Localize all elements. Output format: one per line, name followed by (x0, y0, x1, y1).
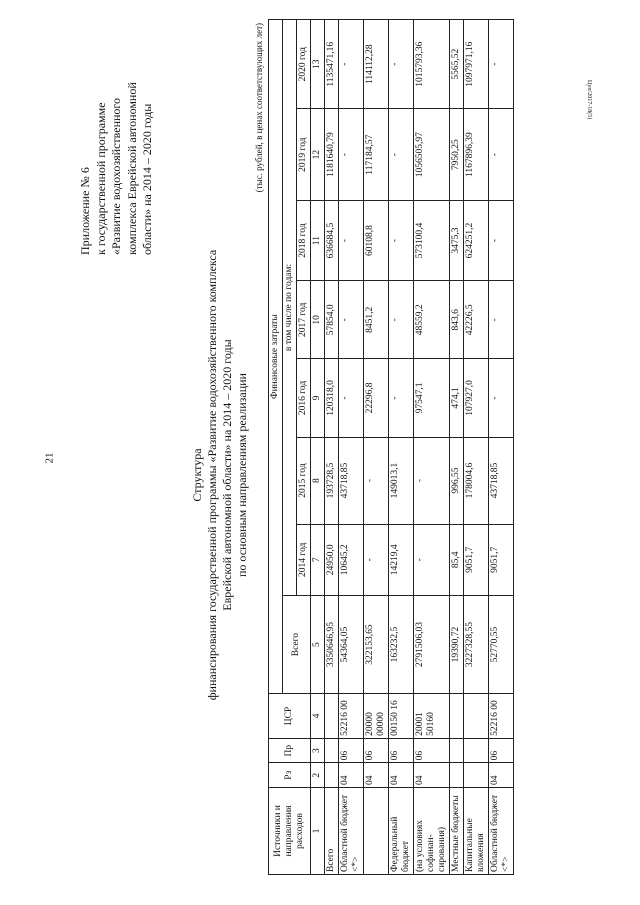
table-cell: - (364, 524, 389, 595)
table-cell: 20001 50160 (414, 694, 450, 739)
table-cell: - (489, 20, 514, 109)
table-cell: 57854,0 (325, 281, 339, 359)
header-pr: Пр (269, 738, 311, 763)
table-cell: - (489, 200, 514, 280)
header-by-years: в том числе по годам: (283, 20, 297, 596)
table-cell: 4 (311, 694, 325, 739)
units-note: (тыс. рублей, в ценах соответствующих лет) (254, 23, 264, 193)
document-code: Цуп/2017-18(5) (586, 80, 592, 120)
table-cell: 11 (311, 200, 325, 280)
table-cell: Местные бюджеты (450, 787, 464, 874)
header-rz: Рз (269, 763, 311, 788)
table-cell: - (339, 281, 364, 359)
table-cell: 9051,7 (464, 524, 489, 595)
table-cell: 149013,1 (389, 437, 414, 524)
table-cell: 22296,8 (364, 359, 389, 437)
document-title (190, 195, 250, 755)
table-cell: 00150 16 (389, 694, 414, 739)
table-cell: Всего (325, 787, 339, 874)
table-row (389, 20, 414, 875)
table-cell: - (489, 281, 514, 359)
appendix-line: комплекса Еврейской автономной (124, 82, 139, 255)
table-cell: 636684,5 (325, 200, 339, 280)
header-source: Источники и направления расходов (269, 787, 311, 874)
table-cell: 8 (311, 437, 325, 524)
table-cell: - (489, 359, 514, 437)
table-cell: 996,55 (450, 437, 464, 524)
table-cell: 114112,28 (364, 20, 389, 109)
table-cell: 117184,57 (364, 109, 389, 201)
table-cell: 13 (311, 20, 325, 109)
table-row (325, 20, 339, 875)
title-line: Структура (190, 448, 204, 502)
table-cell: 97547,1 (414, 359, 450, 437)
table-cell: 1 (311, 787, 325, 874)
table-cell: 573100,4 (414, 200, 450, 280)
table-cell (325, 763, 339, 788)
table-cell (464, 694, 489, 739)
table-cell: Федеральный бюджет (389, 787, 414, 874)
table-cell: 7 (311, 524, 325, 595)
table-cell: 48559,2 (414, 281, 450, 359)
header-year: 2019 год (297, 109, 311, 201)
table-cell: - (414, 524, 450, 595)
table-cell (464, 763, 489, 788)
table-cell: 06 (389, 738, 414, 763)
header-total: Всего (283, 596, 311, 694)
table-cell: - (389, 20, 414, 109)
table-cell: 04 (414, 763, 450, 788)
table-cell: 06 (489, 738, 514, 763)
table-row (489, 20, 514, 875)
table-cell: 2791506,03 (414, 596, 450, 694)
table-cell: - (414, 437, 450, 524)
table-cell: - (389, 359, 414, 437)
table-cell (450, 738, 464, 763)
table-cell: 1097971,16 (464, 20, 489, 109)
table-cell: 24950,0 (325, 524, 339, 595)
table-cell (450, 694, 464, 739)
header-year: 2017 год (297, 281, 311, 359)
header-year: 2018 год (297, 200, 311, 280)
appendix-line: области» на 2014 – 2020 годы (140, 103, 154, 255)
page-number: 21 (43, 452, 56, 464)
header-year: 2015 год (297, 437, 311, 524)
table-cell: 06 (339, 738, 364, 763)
table-cell (325, 694, 339, 739)
table-cell: 3475,3 (450, 200, 464, 280)
table-cell: 1056505,97 (414, 109, 450, 201)
table-cell: 60108,8 (364, 200, 389, 280)
header-year: 2014 год (297, 524, 311, 595)
financing-table (268, 19, 514, 875)
table-cell: - (339, 359, 364, 437)
table-cell: (на условиях софинан-сирования) (414, 787, 450, 874)
table-cell: 04 (364, 763, 389, 788)
table-cell: 9051,7 (489, 524, 514, 595)
table-cell: - (489, 109, 514, 201)
table-cell: 163232,5 (389, 596, 414, 694)
table-cell: - (389, 200, 414, 280)
table-cell: 06 (414, 738, 450, 763)
appendix-line: «Развитие водохозяйственного (109, 97, 123, 255)
column-index-row (311, 20, 325, 875)
table-cell: 3 (311, 738, 325, 763)
table-cell: 54364,05 (339, 596, 364, 694)
table-cell: 85,4 (450, 524, 464, 595)
title-line: Еврейской автономной области» на 2014 – 2020 годы (220, 339, 234, 611)
table-cell: 7950,25 (450, 109, 464, 201)
table-cell: 474,1 (450, 359, 464, 437)
table-cell: 843,6 (450, 281, 464, 359)
table-cell: Областной бюджет <*> (489, 787, 514, 874)
table-cell: 10645,2 (339, 524, 364, 595)
table-cell: 1015793,36 (414, 20, 450, 109)
table-row (450, 20, 464, 875)
table-cell (325, 738, 339, 763)
table-cell: 42226,5 (464, 281, 489, 359)
table-cell: 52216 00 (489, 694, 514, 739)
table-cell: 624251,2 (464, 200, 489, 280)
table-cell: - (364, 437, 389, 524)
table-cell: - (389, 281, 414, 359)
rotated-page-content (78, 15, 638, 875)
table-cell: 04 (389, 763, 414, 788)
table-cell: 322153,65 (364, 596, 389, 694)
table-cell: - (389, 109, 414, 201)
table-cell: 1135471,16 (325, 20, 339, 109)
table-body (311, 20, 514, 875)
table-cell: Областной бюджет <*> (339, 787, 364, 874)
table-row (364, 20, 389, 875)
table-cell: 52216 00 (339, 694, 364, 739)
table-cell: 14219,4 (389, 524, 414, 595)
header-year: 2020 год (297, 20, 311, 109)
table-cell: 5 (311, 596, 325, 694)
table-cell (450, 763, 464, 788)
table-cell: 06 (364, 738, 389, 763)
header-year: 2016 год (297, 359, 311, 437)
table-cell: 43718,85 (489, 437, 514, 524)
table-cell: 107927,0 (464, 359, 489, 437)
table-cell: 5565,52 (450, 20, 464, 109)
table-row (339, 20, 364, 875)
table-cell: 8451,2 (364, 281, 389, 359)
table-cell: 20000 00000 (364, 694, 389, 739)
table-cell (464, 738, 489, 763)
table-cell: Капитальные вложения (464, 787, 489, 874)
table-cell: 04 (489, 763, 514, 788)
table-cell: 19390,72 (450, 596, 464, 694)
table-cell (364, 787, 389, 874)
table-cell: 3350646,95 (325, 596, 339, 694)
table-cell: - (339, 20, 364, 109)
table-cell: 04 (339, 763, 364, 788)
table-cell: - (339, 109, 364, 201)
table-cell: 120318,0 (325, 359, 339, 437)
table-cell: 1167896,39 (464, 109, 489, 201)
appendix-line: к государственной программе (93, 102, 108, 255)
table-cell: 12 (311, 109, 325, 201)
table-cell: - (339, 200, 364, 280)
title-line: по основным направлениям реализации (235, 373, 249, 577)
header-csr: ЦСР (269, 694, 311, 739)
table-cell: 43718,85 (339, 437, 364, 524)
appendix-header (78, 25, 156, 255)
title-line: финансирования государственной программы «Развитие водохозяйственного комплекса (205, 249, 219, 701)
table-cell: 3227328,55 (464, 596, 489, 694)
table-cell: 10 (311, 281, 325, 359)
table-row (464, 20, 489, 875)
appendix-line: Приложение № 6 (78, 167, 92, 255)
table-cell: 1181640,79 (325, 109, 339, 201)
table-cell: 193728,5 (325, 437, 339, 524)
table-cell: 2 (311, 763, 325, 788)
table-cell: 178004,6 (464, 437, 489, 524)
table-cell: 52770,55 (489, 596, 514, 694)
table-row (414, 20, 450, 875)
header-financial-costs: Финансовые затраты (269, 20, 283, 694)
table-cell: 9 (311, 359, 325, 437)
